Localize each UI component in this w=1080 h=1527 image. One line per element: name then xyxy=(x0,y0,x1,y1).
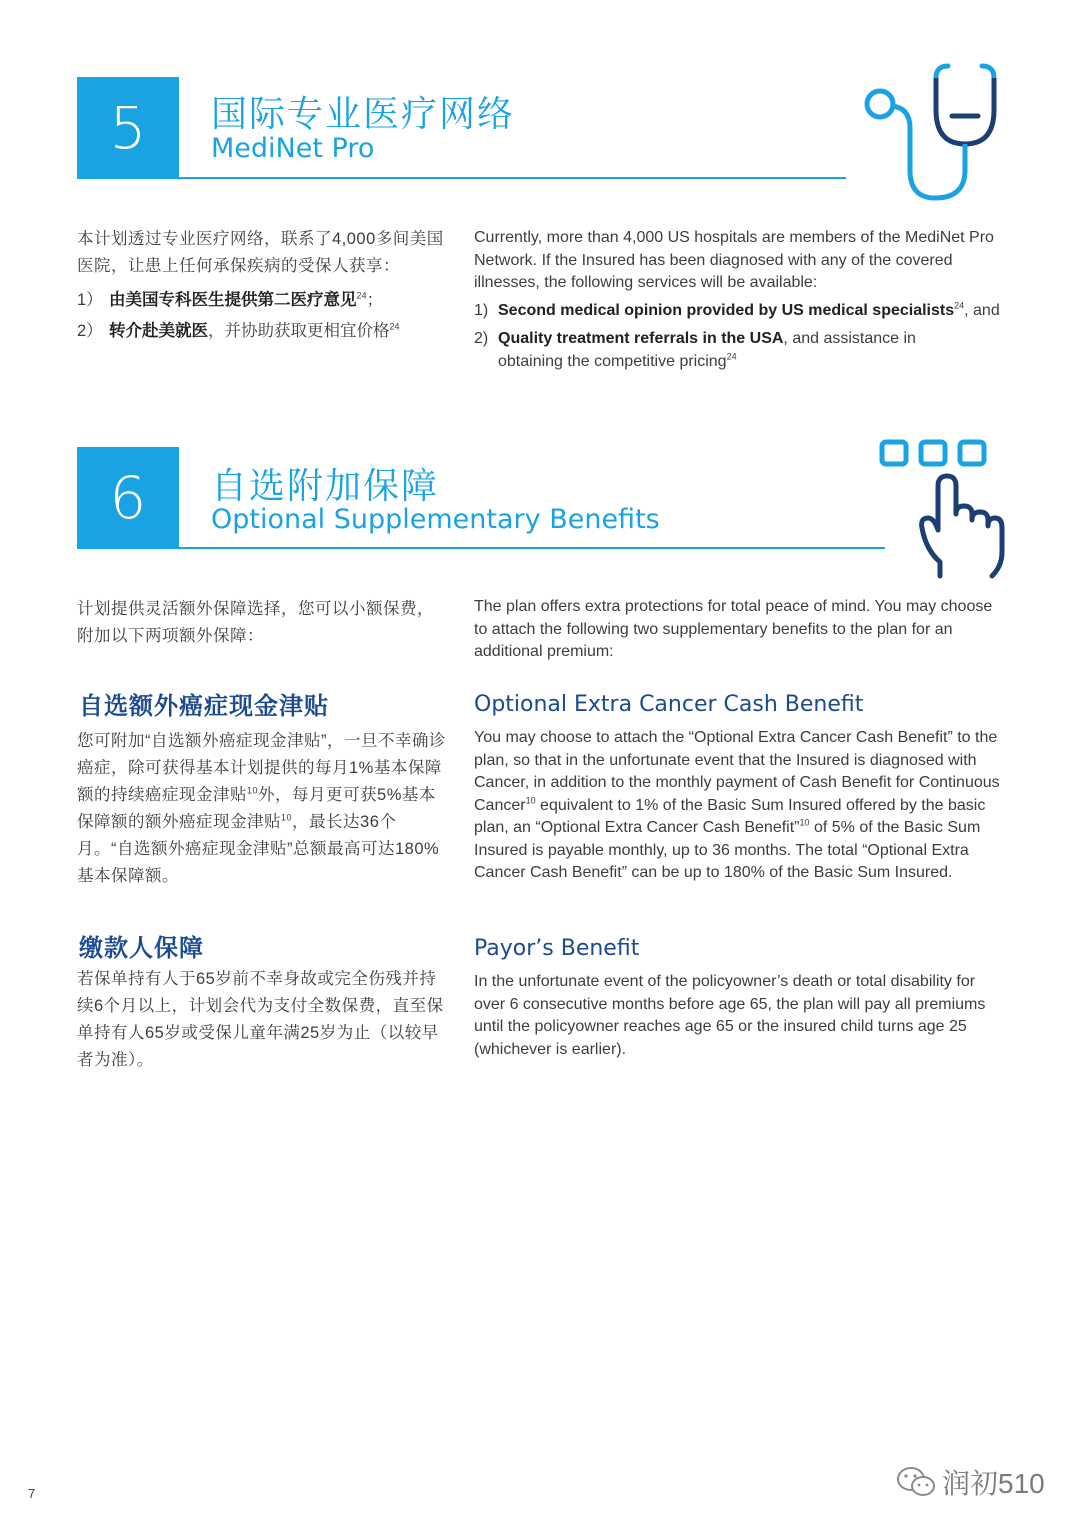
section-6-intro-cn: 计划提供灵活额外保障选择，您可以小额保费，附加以下两项额外保障： xyxy=(77,600,434,645)
body-text: 外，每月更可获5%基本保障额的额外癌症现金津贴 xyxy=(77,786,436,831)
section-5-intro-en: Currently, more than 4,000 US hospitals are members of the MediNet Pro Network. If the Insured has been diagnosed with any of the covered illnesses, the following services will be available: xyxy=(474,229,994,291)
list-text: , and xyxy=(964,302,1000,319)
section-6-intro-en: The plan offers extra protections for total peace of mind. You may choose to attach the following two supplementary benefits to the plan for an additional premium: xyxy=(474,598,993,660)
payor-heading-cn: 缴款人保障 xyxy=(79,935,204,962)
list-bold-text: 由美国专科医生提供第二医疗意见 xyxy=(109,291,357,309)
list-text: ，并协助获取更相宜价格 xyxy=(208,322,390,340)
list-item xyxy=(474,328,974,373)
list-number: 1） xyxy=(77,291,103,309)
body-text: You may choose to attach the “Optional Extra Cancer Cash Benefit” to the plan, so that in the unfortunate event that the Insured is diagnosed with Cancer, in addition to the monthly payment of Cash Benefit for Continuous Cancer xyxy=(474,729,1000,814)
list-item xyxy=(474,300,1004,323)
section-number-box: 6 xyxy=(77,447,179,549)
body-text: of 5% of the Basic Sum Insured is payable monthly, up to 36 months. The total “Optional Extra Cancer Cash Benefit” can be up to 180% of the Basic Sum Insured. xyxy=(474,819,981,881)
footnote-ref: 10 xyxy=(799,817,810,828)
watermark xyxy=(896,1462,1045,1502)
payor-body-cn: 若保单持有人于65岁前不幸身故或完全伤残并持续6个月以上，计划会代为支付全数保费，直至保单持有人65岁或受保儿童年满25岁为止（以较早者为准）。 xyxy=(77,970,444,1069)
payor-heading-en: Payor’s Benefit xyxy=(474,936,640,961)
cancer-heading-en: Optional Extra Cancer Cash Benefit xyxy=(474,692,864,717)
stethoscope-icon xyxy=(860,58,1010,208)
cancer-heading-cn: 自选额外癌症现金津贴 xyxy=(79,693,329,720)
footnote-ref: 24 xyxy=(356,290,367,301)
list-number: 2) xyxy=(474,330,489,347)
section-title-en: Optional Supplementary Benefits xyxy=(211,504,660,535)
list-text: ； xyxy=(366,291,384,309)
section-title-cn: 国际专业医疗网络 xyxy=(211,94,516,135)
list-text: , and assistance in obtaining the competitive pricing xyxy=(498,330,916,370)
list-number: 2） xyxy=(77,322,103,340)
section-divider xyxy=(77,547,885,549)
section-title-en: MediNet Pro xyxy=(211,133,375,164)
list-bold-text: Second medical opinion provided by US medical specialists xyxy=(498,302,955,319)
list-bold-text: 转介赴美就医 xyxy=(109,322,208,340)
footnote-ref: 24 xyxy=(726,351,737,362)
list-item xyxy=(77,287,447,313)
list-number: 1) xyxy=(474,302,489,319)
cancer-body-en xyxy=(474,727,1006,885)
body-text: ，最长达36个月。“自选额外癌症现金津贴”总额最高可达180%基本保障额。 xyxy=(77,813,440,885)
page-number: 7 xyxy=(28,1486,36,1501)
section-number-box: 5 xyxy=(77,77,179,179)
payor-body-en: In the unfortunate event of the policyowner’s death or total disability for over 6 consecutive months before age 65, the plan will pay all premiums until the policyowner reaches age 65 or the insured child turns age 25 (whichever is earlier). xyxy=(474,973,986,1058)
wechat-icon xyxy=(896,1465,936,1499)
section-5-intro-cn: 本计划透过专业医疗网络，联系了4,000多间美国医院，让患上任何承保疾病的受保人获享： xyxy=(77,230,444,275)
list-item xyxy=(77,318,447,344)
watermark-text: 润初510 xyxy=(942,1468,1045,1499)
footnote-ref: 24 xyxy=(389,321,400,332)
list-bold-text: Quality treatment referrals in the USA xyxy=(498,330,784,347)
section-title-cn: 自选附加保障 xyxy=(211,466,440,507)
section-divider xyxy=(77,177,846,179)
hand-pointer-icon xyxy=(876,436,1011,581)
footnote-ref: 10 xyxy=(281,812,293,823)
body-text: equivalent to 1% of the Basic Sum Insured offered by the basic plan, an “Optional Extra Cancer Cash Benefit” xyxy=(474,796,986,836)
cancer-body-cn xyxy=(77,728,451,890)
footnote-ref: 24 xyxy=(954,300,965,311)
footnote-ref: 10 xyxy=(247,785,259,796)
body-text: 您可附加“自选额外癌症现金津贴”，一旦不幸确诊癌症，除可获得基本计划提供的每月1%基本保障额的持续癌症现金津贴 xyxy=(77,732,446,804)
footnote-ref: 10 xyxy=(525,795,536,806)
